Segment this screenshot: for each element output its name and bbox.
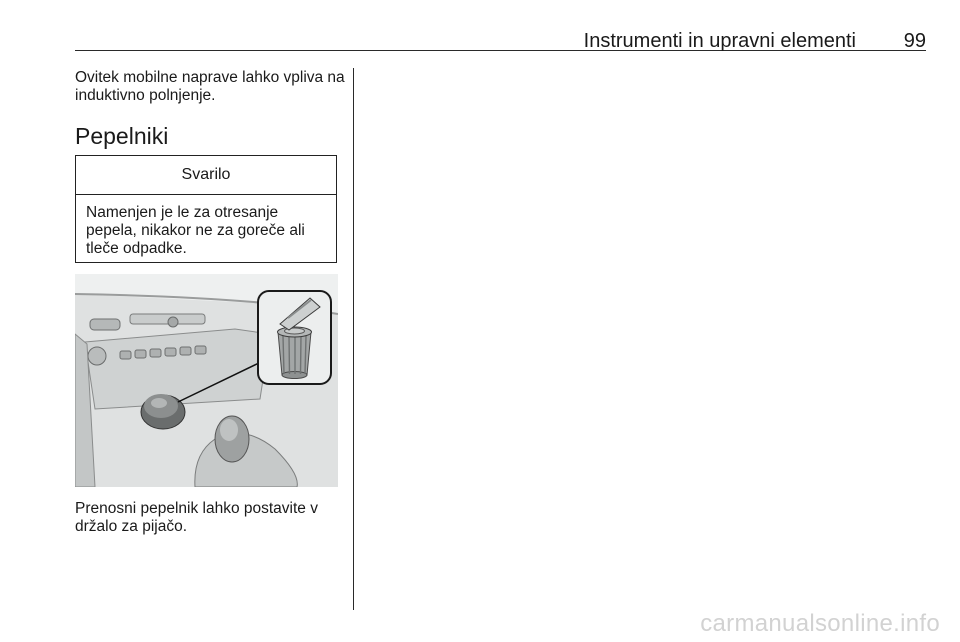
warning-text: Namenjen je le za otresanje pepela, nikakor ne za goreče ali tleče odpadke. bbox=[86, 204, 305, 257]
intro-paragraph: Ovitek mobilne naprave lahko vpliva na induktivno polnjenje. bbox=[75, 69, 345, 104]
figure-caption: Prenosni pepelnik lahko postavite v držalo za pijačo. bbox=[75, 500, 318, 535]
ashtray-illustration bbox=[75, 274, 338, 487]
ashtray-illustration-graphic bbox=[75, 274, 338, 487]
watermark: carmanualsonline.info bbox=[700, 610, 940, 637]
page-header bbox=[75, 28, 926, 51]
page-number: 99 bbox=[903, 30, 926, 52]
section-heading: Pepelniki bbox=[75, 123, 169, 149]
column-divider bbox=[353, 68, 354, 610]
section-title: Instrumenti in upravni elementi bbox=[583, 30, 856, 52]
warning-title: Svarilo bbox=[76, 156, 336, 195]
warning-box bbox=[75, 155, 337, 263]
